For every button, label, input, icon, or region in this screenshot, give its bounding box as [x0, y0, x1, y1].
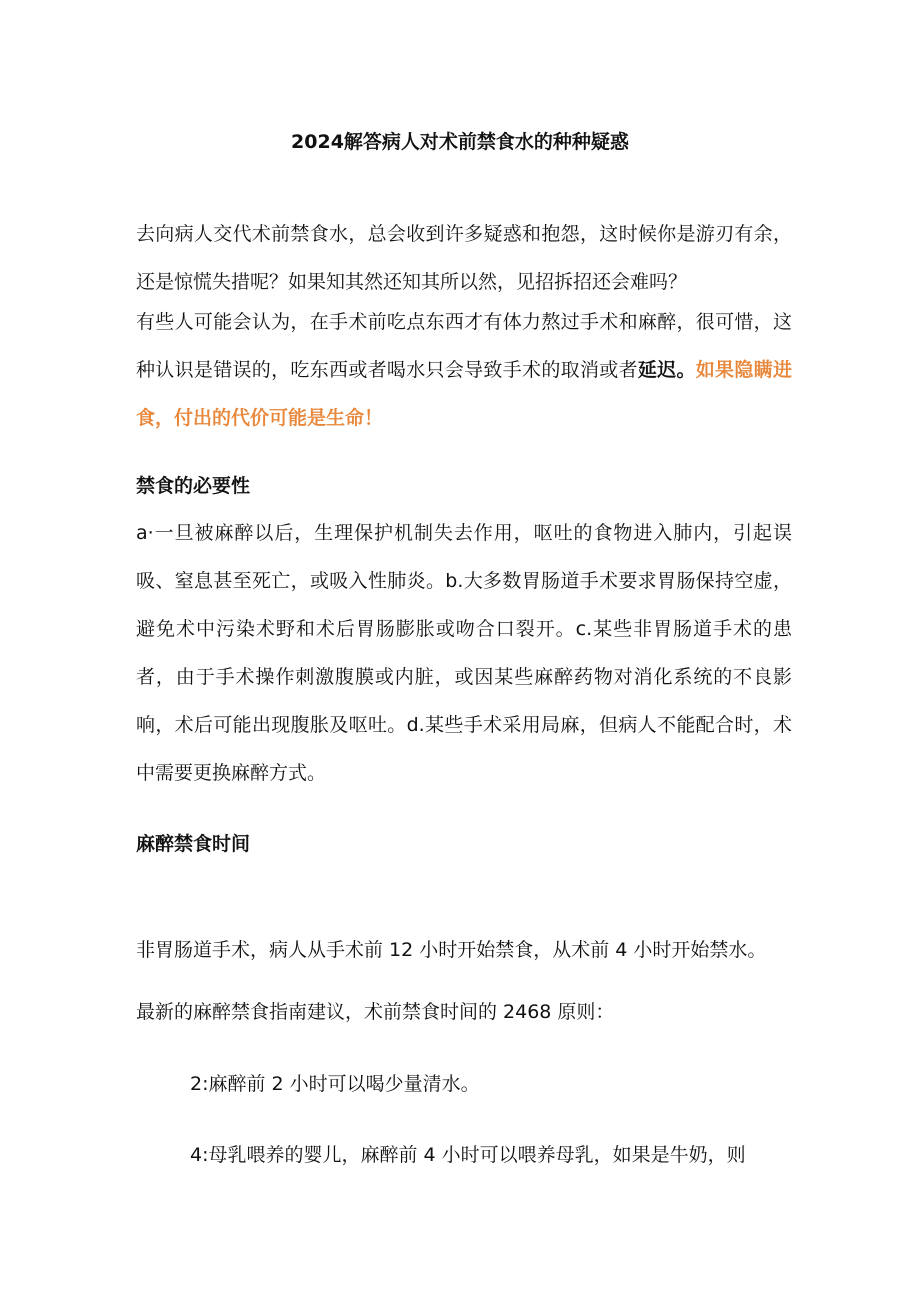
- necessity-paragraph: a·一旦被麻醉以后，生理保护机制失去作用，呕吐的食物进入肺内，引起误吸、窒息甚至死亡，或吸入性肺炎。b.大多数胃肠道手术要求胃肠保持空虚，避免术中污染术野和术后胃肠膨胀或吻合口裂开。c.某些非胃肠道手术的患者，由于手术操作刺激腹膜或内脏，或因某些麻醉药物对消化系统的不良影响，术后可能出现腹胀及呕吐。d.某些手术采用局麻，但病人不能配合时，术中需要更换麻醉方式。: [136, 522, 792, 784]
- intro-paragraph-1: [136, 210, 792, 306]
- intro-text-1: 去向病人交代术前禁食水，总会收到许多疑惑和抱怨，这时候你是游刃有余，还是惊慌失措呢？如果知其然还知其所以然，见招拆招还会难吗？: [136, 223, 792, 293]
- rule-2-hours: 2:麻醉前 2 小时可以喝少量清水。: [190, 1073, 480, 1095]
- document-title: 2024解答病人对术前禁食水的种种疑惑: [291, 131, 629, 153]
- warning-text: 如果隐瞒进食，付出的代价可能是生命！: [136, 359, 792, 429]
- rule-4-hours: 4:母乳喂养的婴儿，麻醉前 4 小时可以喂养母乳，如果是牛奶，则: [190, 1144, 746, 1166]
- intro-text-2: 有些人可能会认为，在手术前吃点东西才有体力熬过手术和麻醉，很可惜，这种认识是错误的，吃东西或者喝水只会导致手术的取消或者: [136, 311, 792, 381]
- section-heading-fasting-time: 麻醉禁食时间: [136, 833, 251, 855]
- delay-emphasis: 延迟。: [637, 359, 696, 381]
- section-heading-necessity: 禁食的必要性: [136, 475, 251, 497]
- non-gi-surgery-rule: 非胃肠道手术，病人从手术前 12 小时开始禁食，从术前 4 小时开始禁水。: [136, 939, 767, 961]
- guideline-intro: 最新的麻醉禁食指南建议，术前禁食时间的 2468 原则：: [136, 1001, 615, 1023]
- intro-paragraph-2: [136, 298, 792, 442]
